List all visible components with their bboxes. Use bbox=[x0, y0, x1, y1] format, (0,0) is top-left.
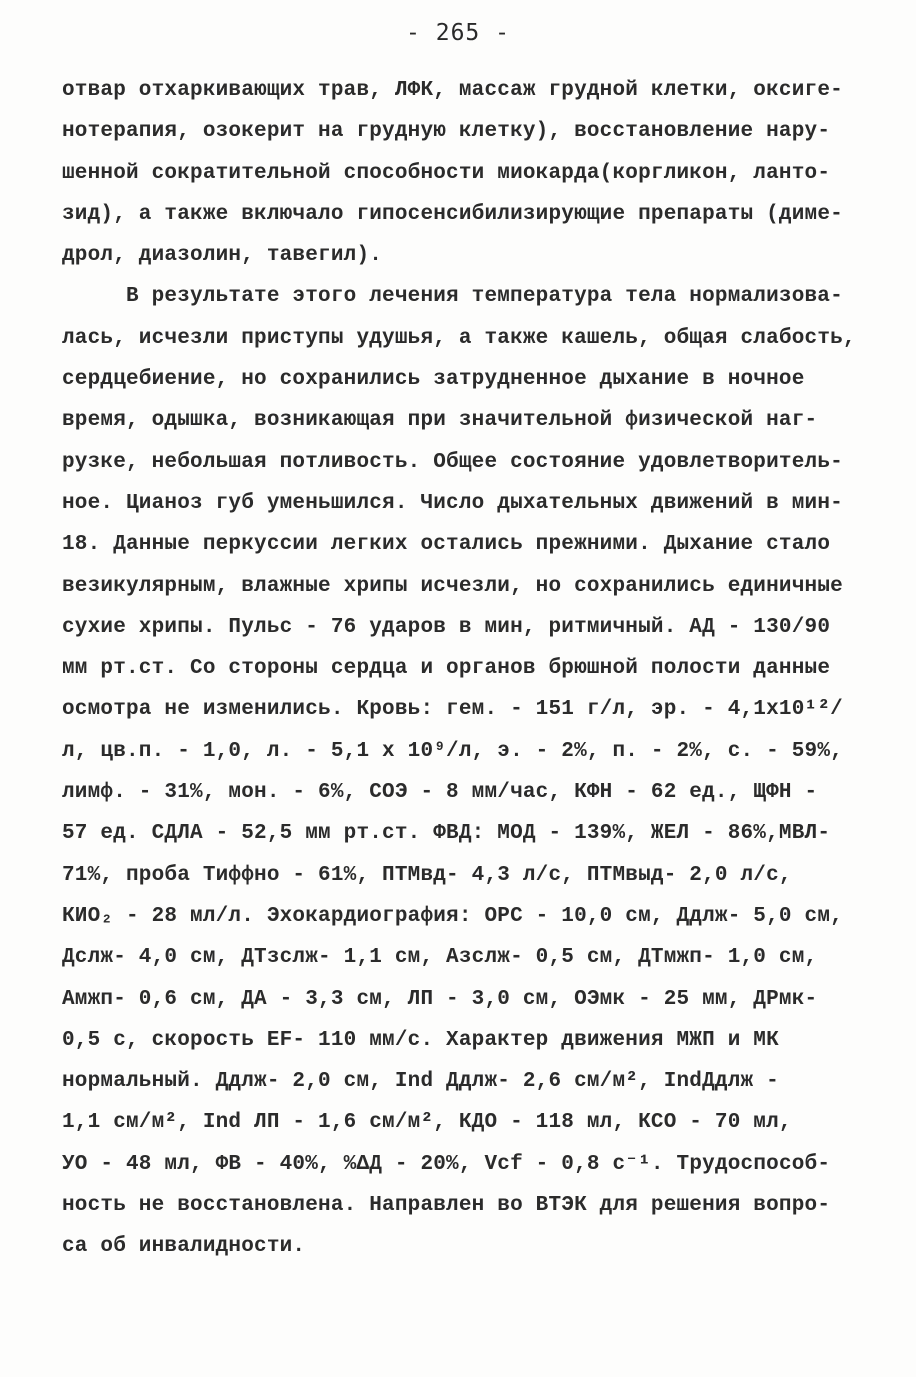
text-line: ность не восстановлена. Направлен во ВТЭК для решения вопро- bbox=[62, 1194, 831, 1218]
text-line: везикулярным, влажные хрипы исчезли, но сохранились единичные bbox=[62, 574, 843, 598]
text-line: лась, исчезли приступы удушья, а также кашель, общая слабость, bbox=[62, 326, 856, 350]
text-line: шенной сократительной способности миокарда(коргликон, ланто- bbox=[62, 161, 831, 185]
text-line: нотерапия, озокерит на грудную клетку), восстановление нару- bbox=[62, 120, 831, 144]
text-line: 1,1 см/м², Ind ЛП - 1,6 см/м², КДО - 118 мл, КСО - 70 мл, bbox=[62, 1111, 792, 1135]
text-line: лимф. - 31%, мон. - 6%, СОЭ - 8 мм/час, КФН - 62 ед., ЩФН - bbox=[62, 781, 818, 805]
text-line: 0,5 с, скорость EF- 110 мм/с. Характер движения МЖП и МК bbox=[62, 1028, 779, 1052]
text-line: ное. Цианоз губ уменьшился. Число дыхательных движений в мин- bbox=[62, 491, 843, 515]
text-line: 57 ед. СДЛА - 52,5 мм рт.ст. ФВД: МОД - 139%, ЖЕЛ - 86%,МВЛ- bbox=[62, 822, 831, 846]
text-line: КИО₂ - 28 мл/л. Эхокардиография: ОРС - 10,0 см, Ддлж- 5,0 см, bbox=[62, 904, 843, 928]
text-line: 18. Данные перкуссии легких остались прежними. Дыхание стало bbox=[62, 533, 831, 557]
text-line: мм рт.ст. Со стороны сердца и органов брюшной полости данные bbox=[62, 657, 831, 681]
text-line: Амжп- 0,6 см, ДА - 3,3 см, ЛП - 3,0 см, ОЭмк - 25 мм, ДРмк- bbox=[62, 987, 818, 1011]
text-line: сухие хрипы. Пульс - 76 ударов в мин, ритмичный. АД - 130/90 bbox=[62, 615, 831, 639]
text-line: сердцебиение, но сохранились затрудненное дыхание в ночное bbox=[62, 368, 805, 392]
text-line: нормальный. Ддлж- 2,0 см, Ind Ддлж- 2,6 см/м², IndДдлж - bbox=[62, 1070, 779, 1094]
text-line: рузке, небольшая потливость. Общее состояние удовлетворитель- bbox=[62, 450, 843, 474]
text-line: дрол, диазолин, тавегил). bbox=[62, 244, 383, 268]
text-line: Дслж- 4,0 см, ДТзслж- 1,1 см, Азслж- 0,5 см, ДТмжп- 1,0 см, bbox=[62, 946, 818, 970]
text-line: зид), а также включало гипосенсибилизирующие препараты (диме- bbox=[62, 202, 843, 226]
text-line: 71%, проба Тиффно - 61%, ПТМвд- 4,3 л/с, ПТМвыд- 2,0 л/с, bbox=[62, 863, 792, 887]
body-text bbox=[62, 70, 862, 1268]
text-line: л, цв.п. - 1,0, л. - 5,1 х 10⁹/л, э. - 2%, п. - 2%, с. - 59%, bbox=[62, 739, 843, 763]
text-line: В результате этого лечения температура тела нормализова- bbox=[126, 285, 843, 309]
text-line: УО - 48 мл, ФВ - 40%, %ΔД - 20%, Vcf - 0,8 с⁻¹. Трудоспособ- bbox=[62, 1152, 831, 1176]
text-line: время, одышка, возникающая при значительной физической наг- bbox=[62, 409, 818, 433]
text-line: осмотра не изменились. Кровь: гем. - 151 г/л, эр. - 4,1х10¹²/ bbox=[62, 698, 843, 722]
text-line: са об инвалидности. bbox=[62, 1235, 306, 1259]
text-line: отвар отхаркивающих трав, ЛФК, массаж грудной клетки, оксиге- bbox=[62, 79, 843, 102]
page-number: - 265 - bbox=[406, 20, 510, 46]
